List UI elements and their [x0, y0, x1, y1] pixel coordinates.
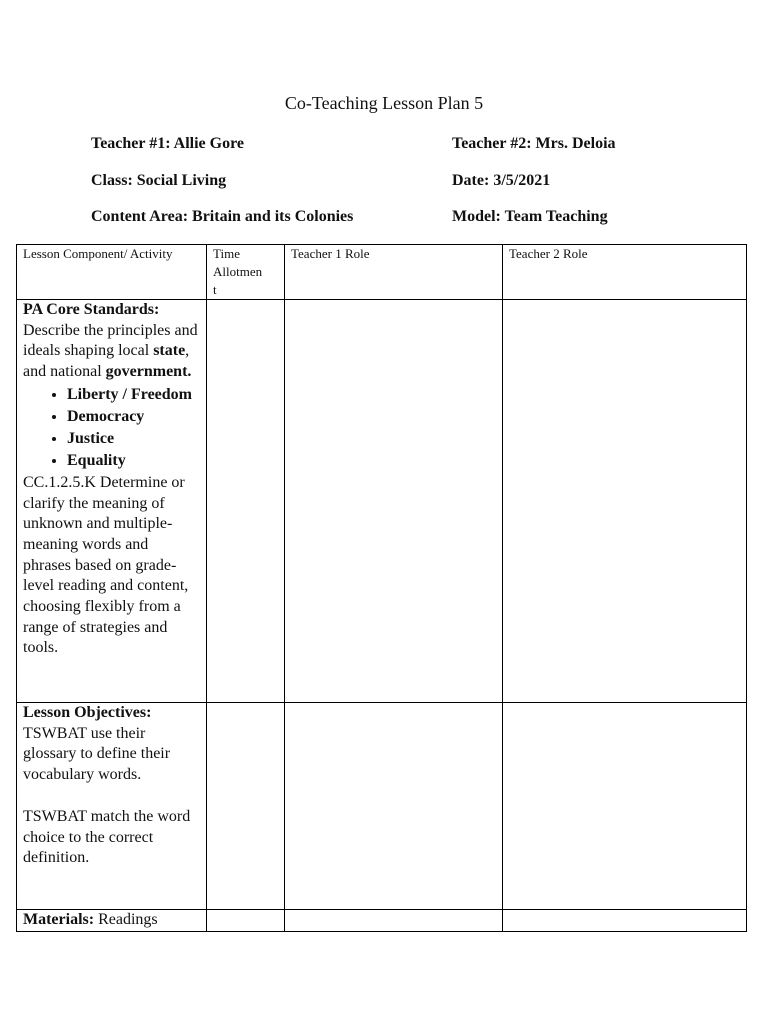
objectives-heading: Lesson Objectives:	[23, 704, 152, 721]
header-time-line-2: Allotmen	[213, 264, 263, 279]
standards-intro-bold-government: government.	[105, 363, 192, 381]
standards-bullet-list	[23, 384, 200, 472]
standards-cc-text: CC.1.2.5.K Determine or clarify the meaning of unknown and multiple-meaning words and phrases based on grade-level reading and content, choosing flexibly from a range of strategies and tools.	[23, 473, 189, 657]
table-row	[17, 300, 747, 703]
objectives-time-cell	[207, 703, 285, 910]
standards-teacher1-cell	[285, 300, 503, 703]
standards-heading: PA Core Standards:	[23, 301, 160, 318]
standards-time-cell	[207, 300, 285, 703]
materials-text: Readings	[94, 911, 158, 928]
model-field: Model: Team Teaching	[452, 208, 608, 225]
date-field: Date: 3/5/2021	[452, 172, 551, 189]
materials-cell	[17, 910, 207, 932]
header-time-line-1: Time	[213, 246, 240, 261]
objective-2: TSWBAT match the word choice to the correct definition.	[23, 807, 191, 867]
standards-bullet: • Equality	[67, 450, 200, 472]
objectives-teacher1-cell	[285, 703, 503, 910]
table-row	[17, 910, 747, 932]
header-time-line-3: t	[213, 282, 217, 297]
class-field: Class: Social Living	[91, 172, 227, 189]
teacher2-field: Teacher #2: Mrs. Deloia	[452, 135, 616, 152]
table-header-row	[17, 245, 747, 300]
standards-cell	[17, 300, 207, 703]
lesson-plan-table	[16, 244, 747, 932]
document-title: Co-Teaching Lesson Plan 5	[284, 93, 484, 113]
content-area-field: Content Area: Britain and its Colonies	[91, 208, 354, 225]
standards-teacher2-cell	[503, 300, 747, 703]
header-lesson-component: Lesson Component/ Activity	[17, 245, 207, 300]
header-time-allotment	[207, 245, 285, 300]
header-teacher1-role: Teacher 1 Role	[285, 245, 503, 300]
standards-intro-bold-state: state	[153, 342, 186, 360]
standards-bullet: • Liberty / Freedom	[67, 384, 200, 406]
standards-bullet: • Democracy	[67, 406, 200, 428]
objectives-cell	[17, 703, 207, 910]
objectives-teacher2-cell	[503, 703, 747, 910]
materials-heading: Materials:	[23, 911, 95, 928]
standards-intro-text: Describe the principles and ideals shaping local	[23, 321, 198, 360]
teacher1-field: Teacher #1: Allie Gore	[91, 135, 245, 152]
materials-teacher1-cell	[285, 910, 503, 932]
materials-teacher2-cell	[503, 910, 747, 932]
materials-time-cell	[207, 910, 285, 932]
standards-intro-text-2: , and national	[23, 342, 190, 381]
header-teacher2-role: Teacher 2 Role	[503, 245, 747, 300]
objective-1: TSWBAT use their glossary to define their vocabulary words.	[23, 724, 171, 784]
standards-bullet: • Justice	[67, 428, 200, 450]
table-row	[17, 703, 747, 910]
